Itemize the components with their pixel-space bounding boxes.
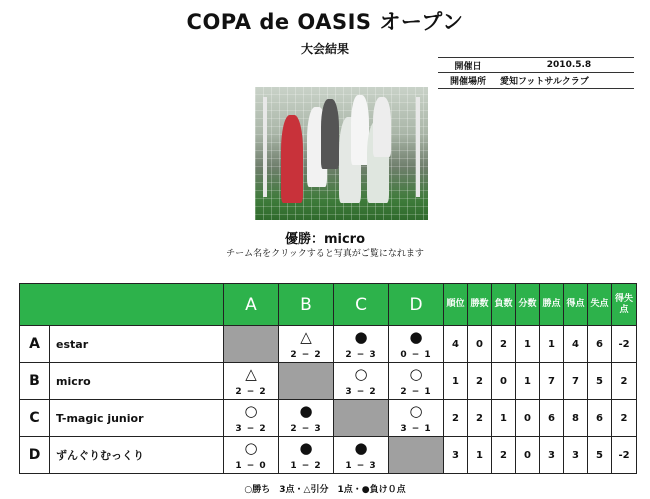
stat-cell: 2 [444, 400, 468, 437]
scoring-legend: ○勝ち 3点・△引分 1点・●負け０点 [244, 485, 406, 495]
table-row [20, 400, 637, 437]
stat-cell: 2 [612, 400, 637, 437]
player-figure [281, 115, 303, 203]
match-score: 3 − 2 [235, 424, 267, 434]
date-label: 開催日 [454, 61, 482, 72]
stat-header: 得失点 [612, 284, 637, 326]
column-header: C [334, 284, 389, 326]
stat-cell: -2 [612, 326, 637, 363]
match-result-cell [279, 400, 334, 437]
match-result-cell [224, 400, 279, 437]
stat-cell: 1 [540, 326, 564, 363]
winner-label: 優勝：micro [284, 232, 366, 247]
stat-cell: 2 [612, 363, 637, 400]
match-score: 0 − 1 [400, 350, 432, 360]
goal-post-left [263, 97, 267, 197]
stat-cell: 1 [516, 326, 540, 363]
stat-cell: 1 [468, 437, 492, 474]
match-score: 2 − 2 [290, 350, 322, 360]
stat-header: 失点 [588, 284, 612, 326]
stat-cell: 7 [564, 363, 588, 400]
stat-cell: 6 [588, 326, 612, 363]
result-mark: ● [299, 439, 313, 457]
stat-header: 分数 [516, 284, 540, 326]
click-hint: チーム名をクリックすると写真がご覧になれます [226, 249, 424, 259]
stat-cell: 3 [540, 437, 564, 474]
event-info [438, 57, 634, 89]
page-subtitle: 大会結果 [300, 42, 349, 56]
stat-cell: 2 [468, 363, 492, 400]
row-letter: D [20, 437, 50, 474]
result-mark: ○ [409, 365, 423, 383]
page-title: COPA de OASIS オープン [186, 10, 464, 34]
self-match-cell [224, 326, 279, 363]
match-score: 1 − 3 [345, 461, 377, 471]
stat-header: 勝数 [468, 284, 492, 326]
stat-cell: 0 [492, 363, 516, 400]
self-match-cell [279, 363, 334, 400]
team-name-link[interactable]: ずんぐりむっくり [50, 437, 224, 474]
stat-cell: 0 [516, 400, 540, 437]
column-header: D [389, 284, 444, 326]
player-figure [373, 97, 391, 157]
team-name-link[interactable]: micro [50, 363, 224, 400]
result-mark: ● [409, 328, 423, 346]
stat-cell: -2 [612, 437, 637, 474]
match-score: 2 − 1 [400, 387, 432, 397]
team-photo [255, 87, 428, 220]
results-table [19, 283, 637, 474]
stat-cell: 4 [444, 326, 468, 363]
goal-post-right [416, 97, 420, 197]
stat-cell: 5 [588, 363, 612, 400]
date-value: 2010.5.8 [546, 60, 592, 70]
stat-cell: 0 [468, 326, 492, 363]
match-result-cell [279, 326, 334, 363]
table-row [20, 437, 637, 474]
result-mark: △ [300, 328, 312, 346]
row-letter: C [20, 400, 50, 437]
venue-row [438, 73, 634, 89]
self-match-cell [389, 437, 444, 474]
result-mark: ○ [244, 402, 258, 420]
match-result-cell [224, 437, 279, 474]
stat-header: 負数 [492, 284, 516, 326]
match-result-cell [389, 400, 444, 437]
team-name-link[interactable]: T-magic junior [50, 400, 224, 437]
venue-value: 愛知フットサルクラブ [500, 77, 589, 87]
match-result-cell [334, 437, 389, 474]
table-header-row [20, 284, 637, 326]
match-result-cell [334, 363, 389, 400]
column-header: B [279, 284, 334, 326]
stat-header: 順位 [444, 284, 468, 326]
match-result-cell [389, 326, 444, 363]
stat-cell: 0 [516, 437, 540, 474]
row-letter: A [20, 326, 50, 363]
match-result-cell [224, 363, 279, 400]
stat-cell: 6 [588, 400, 612, 437]
stat-cell: 1 [516, 363, 540, 400]
match-score: 2 − 3 [345, 350, 377, 360]
stat-cell: 2 [468, 400, 492, 437]
result-mark: △ [245, 365, 257, 383]
match-score: 3 − 1 [400, 424, 432, 434]
result-mark: ● [354, 439, 368, 457]
stat-cell: 1 [444, 363, 468, 400]
match-score: 1 − 2 [290, 461, 322, 471]
stat-cell: 2 [492, 326, 516, 363]
result-mark: ● [299, 402, 313, 420]
stat-cell: 1 [492, 400, 516, 437]
stat-cell: 6 [540, 400, 564, 437]
stat-cell: 3 [564, 437, 588, 474]
player-figure [321, 99, 339, 169]
result-mark: ○ [354, 365, 368, 383]
stat-cell: 8 [564, 400, 588, 437]
header-blank [20, 284, 224, 326]
table-row [20, 326, 637, 363]
stat-cell: 4 [564, 326, 588, 363]
result-mark: ○ [409, 402, 423, 420]
table-row [20, 363, 637, 400]
result-mark: ● [354, 328, 368, 346]
stat-cell: 5 [588, 437, 612, 474]
date-row [438, 57, 634, 73]
row-letter: B [20, 363, 50, 400]
self-match-cell [334, 400, 389, 437]
stat-header: 勝点 [540, 284, 564, 326]
stat-header: 得点 [564, 284, 588, 326]
stat-cell: 2 [492, 437, 516, 474]
column-header: A [224, 284, 279, 326]
match-result-cell [334, 326, 389, 363]
stat-cell: 7 [540, 363, 564, 400]
match-score: 1 − 0 [235, 461, 267, 471]
match-result-cell [389, 363, 444, 400]
stat-cell: 3 [444, 437, 468, 474]
result-mark: ○ [244, 439, 258, 457]
team-name-link[interactable]: estar [50, 326, 224, 363]
match-score: 2 − 2 [235, 387, 267, 397]
match-score: 2 − 3 [290, 424, 322, 434]
match-score: 3 − 2 [345, 387, 377, 397]
match-result-cell [279, 437, 334, 474]
venue-label: 開催場所 [449, 77, 486, 87]
